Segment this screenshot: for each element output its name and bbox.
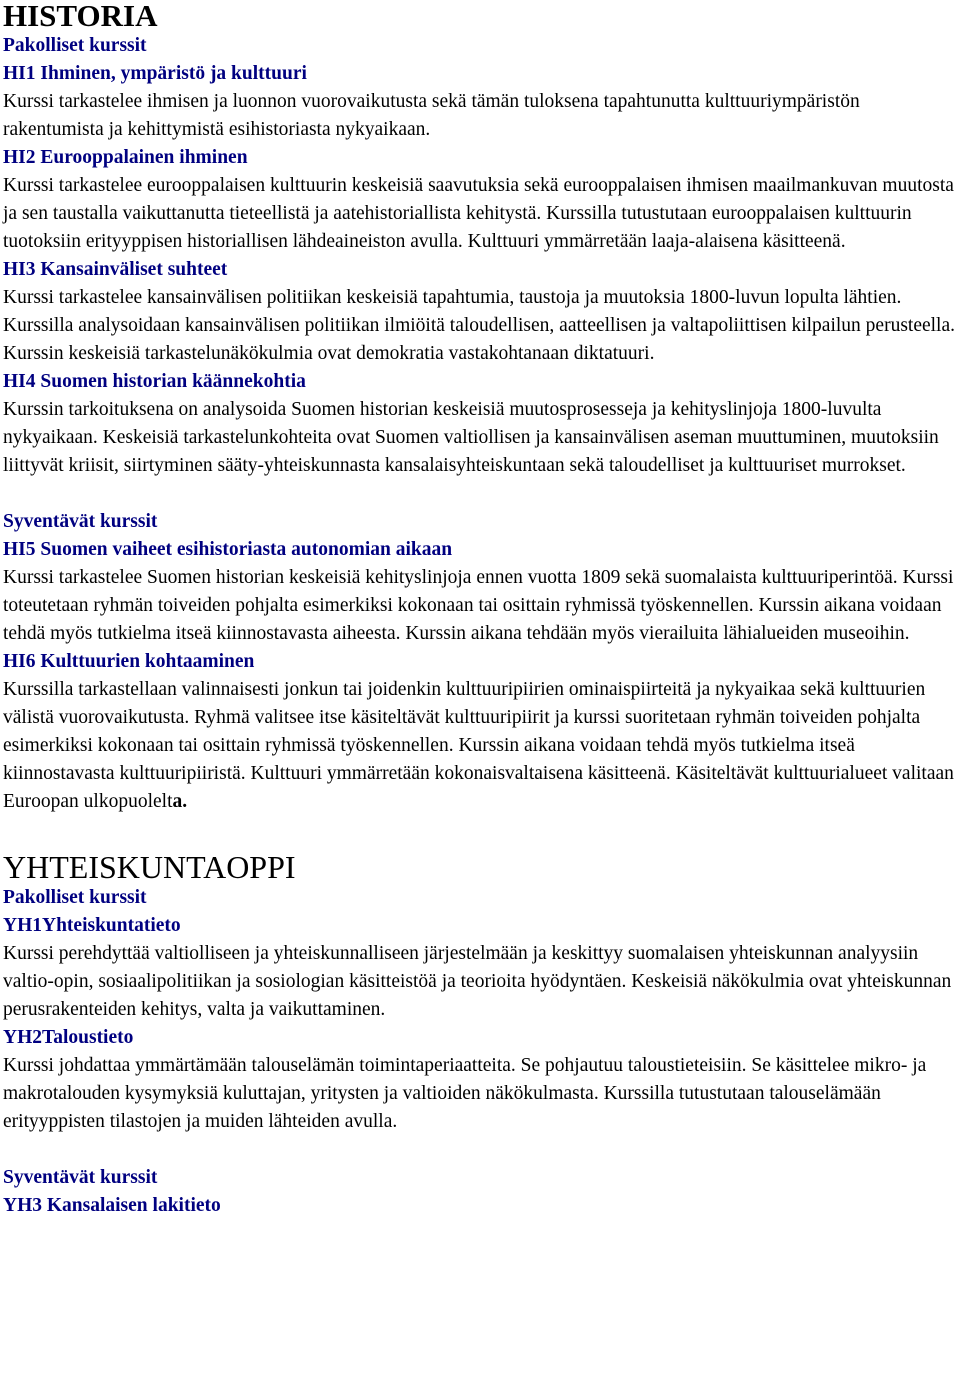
subheading-pakolliset-yhteiskuntaoppi: Pakolliset kurssit [3,887,147,908]
course-desc-hi6-text: Kurssilla tarkastellaan valinnaisesti jonkun tai joidenkin kulttuuripiirien ominaispiirteitä ja nykyaikaa sekä kulttuurien välistä vuorovaikutusta. Ryhmä valitsee itse käsiteltävät kulttuuripiirit ja kurssi suoritetaan ryhmän toiveiden pohjalta esimerkiksi kokonaan tai osittain ryhmissä työskennellen. Kurssin aikana voidaan tehdä myös tutkielma itseä kiinnostavasta kulttuuripiiristä. Kulttuuri ymmärretään kokonaisvaltaisena käsitteenä. Käsiteltävät kulttuurialueet valitaan Euroopan ulkopuolelt [3,679,954,812]
course-title-hi2: HI2 Eurooppalainen ihminen [3,147,248,168]
course-title-hi3: HI3 Kansainväliset suhteet [3,259,228,280]
subheading-pakolliset-historia: Pakolliset kurssit [3,35,147,56]
course-desc-yh2: Kurssi johdattaa ymmärtämään talouselämän toimintaperiaatteita. Se pohjautuu taloustieteisiin. Se käsittelee mikro- ja makrotalouden kysymyksiä kuluttajan, yritysten ja valtioiden näkökulmasta. Kurssilla tutustutaan talouselämään erityyppisten tilastojen ja muiden lähteiden avulla. [3,1055,927,1132]
spacer [3,480,960,508]
subheading-syventavat-historia: Syventävät kurssit [3,511,158,532]
section-title-historia: HISTORIA [3,0,158,33]
spacer [3,1136,960,1164]
course-desc-hi6-bold-tail: a. [172,791,188,812]
course-title-hi5: HI5 Suomen vaiheet esihistoriasta autonomian aikaan [3,539,453,560]
course-desc-hi4: Kurssin tarkoituksena on analysoida Suomen historian keskeisiä muutosprosesseja ja kehityslinjoja 1800-luvulta nykyaikaan. Keskeisiä tarkastelunkohteita ovat Suomen valtiollisen ja kansainvälisen aseman muuttuminen, muutoksiin liittyvät kriisit, siirtyminen sääty-yhteiskunnasta kansalaisyhteiskuntaan sekä taloudelliset ja kulttuuriset murrokset. [3,399,939,476]
subheading-syventavat-yhteiskuntaoppi: Syventävät kurssit [3,1167,158,1188]
course-desc-hi6 [3,676,960,816]
course-desc-hi5: Kurssi tarkastelee Suomen historian keskeisiä kehityslinjoja ennen vuotta 1809 sekä suomalaista kulttuuriperintöä. Kurssi toteutetaan ryhmän toiveiden pohjalta esimerkiksi kokonaan tai osittain ryhmissä työskennellen. Kurssin aikana voidaan tehdä myös tutkielma itseä kiinnostavasta aiheesta. Kurssin aikana tehdään myös vierailuita lähialueiden museoihin. [3,567,954,644]
course-title-hi6: HI6 Kulttuurien kohtaaminen [3,651,255,672]
course-title-yh2: YH2Taloustieto [3,1027,134,1048]
section-title-yhteiskuntaoppi: YHTEISKUNTAOPPI [3,849,296,885]
course-desc-hi3: Kurssi tarkastelee kansainvälisen politiikan keskeisiä tapahtumia, taustoja ja muutoksia 1800-luvun lopulta lähtien. Kurssilla analysoidaan kansainvälisen politiikan ilmiöitä taloudellisen, aatteellisen ja valtapoliittisen kilpailun perusteella. Kurssin keskeisiä tarkastelunäkökulmia ovat demokratia vastakohtanaan diktatuuri. [3,287,956,364]
course-desc-yh1: Kurssi perehdyttää valtiolliseen ja yhteiskunnalliseen järjestelmään ja keskittyy suomalaisen yhteiskunnan analyysiin valtio-opin, sosiaalipolitiikan ja sosiologian käsitteistöä ja teorioita hyödyntäen. Keskeisiä näkökulmia ovat yhteiskunnan perusrakenteiden kehitys, valta ja vaikuttaminen. [3,943,952,1020]
course-title-hi1: HI1 Ihminen, ympäristö ja kulttuuri [3,63,307,84]
course-desc-hi2: Kurssi tarkastelee eurooppalaisen kulttuurin keskeisiä saavutuksia sekä eurooppalaisen ihmisen maailmankuvan muutosta ja sen taustalla vaikuttanutta tieteellistä ja aatehistoriallista kehitystä. Kurssilla tutustutaan eurooppalaisen kulttuurin tuotoksiin erityyppisen historiallisen lähdeaineiston avulla. Kulttuuri ymmärretään laaja-alaisena käsitteenä. [3,175,954,252]
course-title-yh1: YH1Yhteiskuntatieto [3,915,181,936]
course-title-yh3: YH3 Kansalaisen lakitieto [3,1195,221,1216]
course-desc-hi1: Kurssi tarkastelee ihmisen ja luonnon vuorovaikutusta sekä tämän tuloksena tapahtunutta kulttuuriympäristön rakentumista ja kehittymistä esihistoriasta nykyaikaan. [3,91,860,140]
spacer [3,816,960,850]
course-title-hi4: HI4 Suomen historian käännekohtia [3,371,306,392]
